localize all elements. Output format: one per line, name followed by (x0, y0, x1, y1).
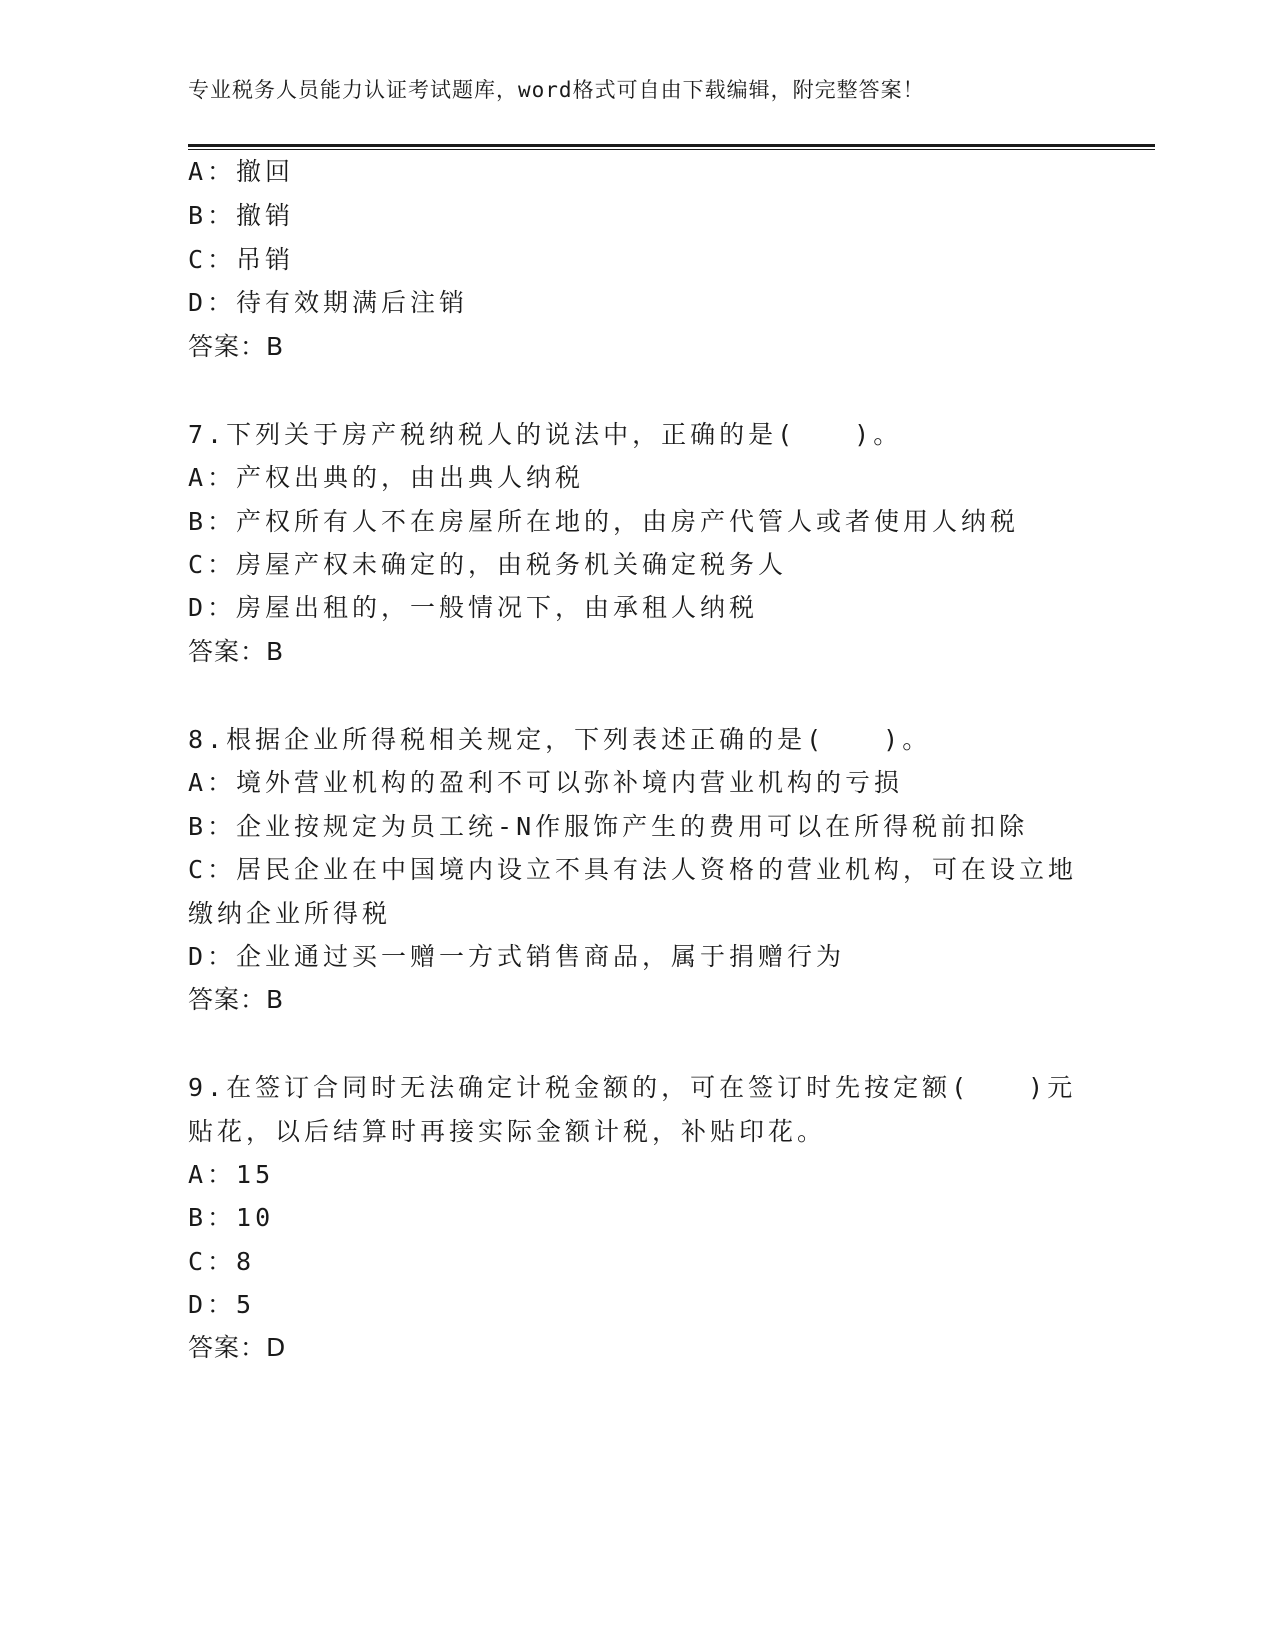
prev-answer: 答案：B (188, 332, 285, 361)
q8-option-d: D：企业通过买一赠一方式销售商品，属于捐赠行为 (188, 942, 846, 971)
prev-option-d: D：待有效期满后注销 (188, 288, 469, 317)
q9-option-a: A：15 (188, 1160, 275, 1189)
q8-answer: 答案：B (188, 985, 285, 1014)
q9-answer: 答案：D (188, 1333, 287, 1362)
prev-option-b: B：撤销 (188, 201, 295, 230)
q8-option-c-continued: 缴纳企业所得税 (188, 899, 392, 928)
q9-stem-line1: 9.在签订合同时无法确定计税金额的，可在签订时先按定额( )元 (188, 1073, 1077, 1102)
q9-stem-line2: 贴花，以后结算时再接实际金额计税，补贴印花。 (188, 1117, 827, 1146)
prev-option-a: A：撤回 (188, 157, 295, 186)
q7-option-a: A：产权出典的，由出典人纳税 (188, 463, 585, 492)
q8-option-a: A：境外营业机构的盈利不可以弥补境内营业机构的亏损 (188, 768, 904, 797)
q7-answer: 答案：B (188, 637, 285, 666)
prev-option-c: C：吊销 (188, 245, 295, 274)
q9-option-d: D：5 (188, 1290, 256, 1319)
header-rule-thin (188, 149, 1155, 150)
q7-stem: 7.下列关于房产税纳税人的说法中，正确的是( )。 (188, 420, 903, 449)
header-rule-thick (188, 144, 1155, 147)
q9-option-c: C：8 (188, 1247, 256, 1276)
q8-option-b: B：企业按规定为员工统-N作服饰产生的费用可以在所得税前扣除 (188, 812, 1029, 841)
q8-option-c: C：居民企业在中国境内设立不具有法人资格的营业机构，可在设立地 (188, 855, 1078, 884)
q7-option-c: C：房屋产权未确定的，由税务机关确定税务人 (188, 550, 788, 579)
q7-option-b: B：产权所有人不在房屋所在地的，由房产代管人或者使用人纳税 (188, 507, 1020, 536)
q9-option-b: B：10 (188, 1203, 275, 1232)
q8-stem: 8.根据企业所得税相关规定，下列表述正确的是( )。 (188, 725, 932, 754)
page-header: 专业税务人员能力认证考试题库，word格式可自由下载编辑，附完整答案！ (188, 78, 925, 102)
q7-option-d: D：房屋出租的，一般情况下，由承租人纳税 (188, 593, 759, 622)
